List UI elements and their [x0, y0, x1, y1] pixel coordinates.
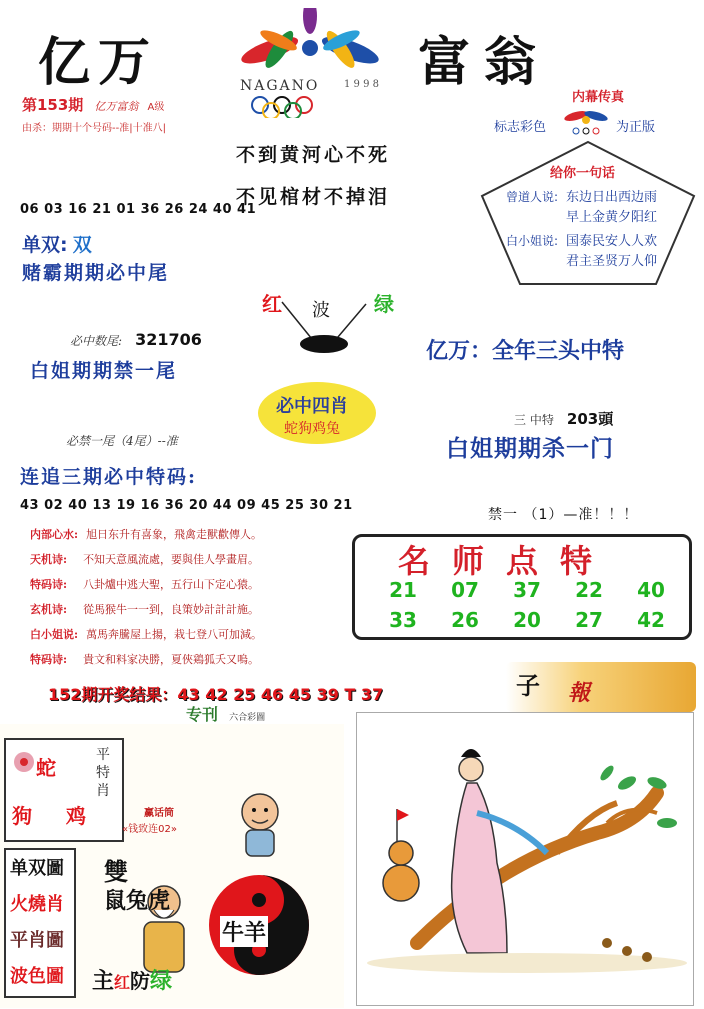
motto-line1: 不到黄河心不死 — [236, 144, 391, 166]
speaker2-line2: 君主圣贤万人仰 — [566, 254, 658, 269]
animal-dog: 狗 — [12, 804, 32, 828]
numbers-top: 06 03 16 21 01 36 26 24 40 41 — [20, 202, 257, 217]
poem-val: 萬馬奔騰屋上揚，栽七登八可加減。 — [86, 628, 263, 641]
tail-value: 321706 — [135, 330, 202, 349]
poem-line — [30, 526, 350, 551]
poem-val: 旭日东升有喜象，飛禽走獸歡傳人。 — [86, 528, 263, 541]
poem-val: 貴文和料家决勝，夏俠鶏狐夭又嗚。 — [83, 653, 260, 666]
niu-yang: 牛羊 — [220, 916, 268, 947]
motto-line2: 不见棺材不掉泪 — [236, 186, 391, 208]
yiwan-text: 亿万：全年三头中特 — [426, 339, 625, 364]
logo-year: 1 9 9 8 — [344, 79, 379, 90]
title-left: 亿万 — [38, 32, 159, 93]
poem-line — [30, 651, 350, 676]
danshuang-caption: 赌霸期期必中尾 — [22, 262, 170, 284]
shuang-label: 雙 — [104, 857, 128, 886]
issue-grade: A级 — [147, 102, 165, 113]
speaker1-line2: 早上金黄夕阳红 — [566, 210, 658, 225]
master-number: 26 — [451, 608, 479, 632]
poem-val: 從馬猴牛一一到，良策妙計計計施。 — [83, 603, 260, 616]
three-special-value: 203頭 — [566, 410, 614, 428]
zibao-zi: 子 — [516, 671, 540, 700]
master-title: 名师点特 — [398, 542, 615, 580]
magazine-title: 专刊 — [186, 705, 219, 724]
master-row1 — [372, 578, 692, 602]
three-special-label: 三 中特 — [514, 413, 554, 427]
speaker2-line1: 国泰民安人人欢 — [566, 234, 658, 249]
hong-label: 红 — [114, 973, 131, 992]
ban-tail-text: 必禁一尾（4尾）--准 — [66, 434, 178, 448]
boy-cartoon-icon — [230, 790, 290, 860]
magazine-sub: 六合彩圖 — [229, 713, 266, 723]
poem-block — [30, 526, 350, 676]
issue-subtitle: 由杀：期期十个号码--准|十准八| — [22, 123, 166, 134]
speaker1: 曾道人说: — [506, 190, 559, 204]
four-zodiac-title: 必中四肖 — [276, 396, 348, 417]
poem-line — [30, 601, 350, 626]
master-number: 20 — [513, 608, 541, 632]
issue-block — [22, 94, 232, 134]
poem-line — [30, 626, 350, 651]
poem-key: 天机诗: — [30, 553, 68, 566]
magazine-strip — [160, 702, 360, 724]
title-right: 富翁 — [418, 32, 551, 93]
grid-item-3: 平肖圖 — [10, 930, 64, 951]
speaker2: 白小姐说: — [506, 234, 559, 248]
master-number: 07 — [451, 578, 479, 602]
small-label: 赢话筒 — [144, 808, 174, 819]
master-number: 27 — [575, 608, 603, 632]
streak-title: 连追三期必中特码: — [20, 466, 198, 488]
poem-key: 内部心水: — [30, 528, 79, 541]
tail-caption: 白姐期期禁一尾 — [30, 360, 178, 382]
three-special-caption: 白姐期期杀一门 — [446, 436, 614, 462]
master-number: 21 — [389, 578, 417, 602]
zhu-hong-fang-lv — [92, 964, 172, 995]
bowave-red: 红 — [262, 292, 282, 316]
animal-snake: 蛇 — [36, 756, 56, 780]
danshuang-value: 双 — [72, 234, 92, 256]
master-number: 22 — [575, 578, 603, 602]
poem-line — [30, 576, 350, 601]
speaker1-line1: 东边日出西边雨 — [566, 190, 658, 205]
zibao-bao: 報 — [568, 680, 591, 706]
flower-icon — [10, 748, 38, 776]
mini-logo-icon — [560, 106, 612, 136]
woman-tree-illustration — [357, 713, 693, 1005]
nagano-logo — [210, 8, 410, 118]
master-number: 33 — [389, 608, 417, 632]
shu-tu-hu: 鼠兔虎 — [104, 888, 171, 914]
lv-label: 绿 — [150, 969, 173, 994]
poem-key: 白小姐说: — [30, 628, 79, 641]
poem-key: 玄机诗: — [30, 603, 68, 616]
fax-title: 内幕传真 — [572, 90, 625, 105]
zhu-label: 主 — [92, 969, 115, 994]
poem-val: 不知天意風流處，要與佳人學畫眉。 — [83, 553, 260, 566]
issue-brand: 亿万富翁 — [94, 100, 139, 113]
master-row2 — [372, 608, 692, 632]
master-number: 37 — [513, 578, 541, 602]
fax-left: 标志彩色 — [494, 120, 547, 135]
fax-right: 为正版 — [616, 120, 656, 135]
streak-numbers: 43 02 40 13 19 16 36 20 44 09 45 25 30 21 — [20, 498, 353, 513]
poem-key: 特码诗: — [30, 653, 68, 666]
danshuang-label: 单双: — [22, 234, 68, 256]
issue-number: 第153期 — [22, 96, 84, 114]
bowave-green: 绿 — [374, 292, 394, 316]
grid-item-4: 波色圖 — [10, 966, 64, 987]
danshuang-row — [22, 230, 92, 257]
poem-val: 八卦爐中逃大聖，五行山下定心猿。 — [83, 578, 260, 591]
small-value: «钱致连02» — [122, 824, 177, 835]
result-text: 152期开奖结果：43 42 25 46 45 39 T 37 — [48, 685, 384, 704]
phrase-title: 给你一句话 — [550, 166, 616, 181]
poem-line — [30, 551, 350, 576]
ban-one-text: 禁一 （1）—准！！！ — [488, 507, 639, 523]
animal-rooster: 鸡 — [66, 804, 86, 828]
logo-text: NAGANO — [240, 78, 320, 94]
tail-row — [70, 330, 202, 349]
poem-key: 特码诗: — [30, 578, 68, 591]
four-zodiac-animals: 蛇狗鸡兔 — [284, 421, 340, 437]
master-number: 40 — [637, 578, 665, 602]
three-special-row — [514, 408, 613, 429]
master-number: 42 — [637, 608, 665, 632]
fang-label: 防 — [130, 969, 151, 993]
bowave-mid: 波 — [312, 300, 330, 321]
tail-label: 必中数尾: — [70, 334, 123, 348]
vertical-label: 平特肖 — [96, 747, 110, 799]
grid-item-1: 单双圖 — [10, 858, 64, 879]
grid-item-2: 火燒肖 — [10, 894, 64, 915]
illustration-frame — [356, 712, 694, 1006]
olympic-rings-icon — [246, 96, 366, 118]
